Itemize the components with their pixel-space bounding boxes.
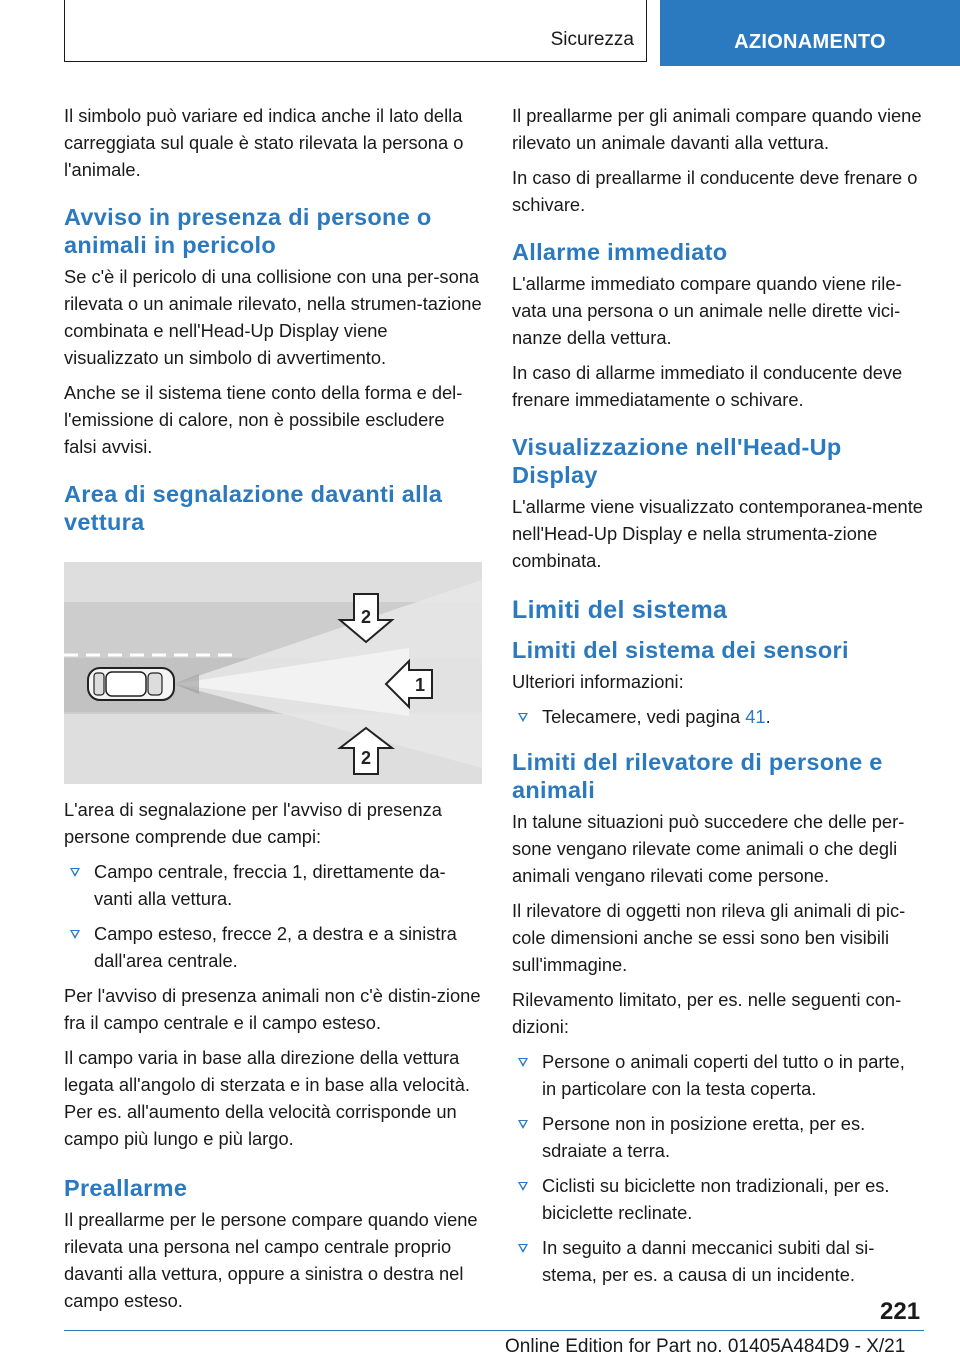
list-item-text: Persone o animali coperti del tutto o in parte, in particolare con la testa coperta. [542, 1051, 905, 1099]
list-item [512, 703, 924, 730]
rilevatore-paragraph-1: In talune situazioni può succedere che delle per-sone vengano rilevate come animali o che degli animali vengano rilevati come persone. [512, 811, 905, 886]
heading-limiti: Limiti del sistema [512, 596, 728, 624]
header-section-label: Sicurezza [550, 29, 634, 50]
bullet-triangle-icon [518, 1182, 528, 1191]
ulteriori-paragraph: Ulteriori informazioni: [512, 671, 684, 692]
arrow-1-label: 1 [414, 675, 426, 695]
bullet-triangle-icon [518, 1058, 528, 1067]
list-item [64, 920, 482, 974]
rilevamento-paragraph: Rilevamento limitato, per es. nelle seguenti con-dizioni: [512, 989, 902, 1037]
list-item [512, 1172, 924, 1226]
area-paragraph: L'area di segnalazione per l'avviso di presenza persone comprende due campi: [64, 799, 442, 847]
heading-sensori: Limiti del sistema dei sensori [512, 637, 849, 663]
header-section-frame [64, 0, 647, 62]
list-item [64, 858, 482, 912]
arrow-2-top-label: 2 [360, 607, 372, 627]
list-item-text: Persone non in posizione eretta, per es. sdraiate a terra. [542, 1113, 866, 1161]
header-chapter-label: AZIONAMENTO [734, 31, 886, 53]
intro-paragraph: Il simbolo può variare ed indica anche il lato della carreggiata sul quale è stato rilevata la persona o l'animale. [64, 105, 464, 180]
list-item-text: Campo esteso, frecce 2, a destra e a sinistra dall'area centrale. [94, 923, 457, 971]
avviso-paragraph-1: Se c'è il pericolo di una collisione con una per-sona rilevata o un animale rilevato, nella strumen-tazione combinata e nell'Head-Up Display viene visualizzato un simbolo di avvertimento. [64, 266, 482, 368]
bullet-triangle-icon [70, 868, 80, 877]
footer-edition: Online Edition for Part no. 01405A484D9 - X/21 [505, 1336, 906, 1357]
heading-hud: Visualizzazione nell'Head-Up Display [512, 434, 842, 488]
header-chapter-tab [660, 0, 960, 66]
rilevatore-paragraph-2: Il rilevatore di oggetti non rileva gli animali di pic-cole dimensioni anche se essi sono ben visibili sull'immagine. [512, 900, 906, 975]
heading-area: Area di segnalazione davanti alla vettura [64, 481, 443, 535]
warning-area-figure [64, 562, 482, 784]
list-item [512, 1234, 924, 1288]
car-icon [88, 668, 174, 700]
heading-rilevatore: Limiti del rilevatore di persone e animali [512, 749, 883, 803]
list-item-text: Ciclisti su biciclette non tradizionali, per es. biciclette reclinate. [542, 1175, 890, 1223]
list-item-text: Telecamere, vedi pagina [542, 706, 746, 727]
immediato-paragraph-2: In caso di allarme immediato il conducente deve frenare immediatamente o schivare. [512, 362, 903, 410]
right-column [512, 102, 924, 1296]
bullet-triangle-icon [70, 930, 80, 939]
arrow-2-bottom-label: 2 [360, 748, 372, 768]
campo-paragraph: Il campo varia in base alla direzione della vettura legata all'angolo di sterzata e in base alla velocità. Per es. all'aumento della velocità corrisponde un campo più lungo e più largo. [64, 1047, 470, 1149]
list-item-text: Campo centrale, freccia 1, direttamente da-vanti alla vettura. [94, 861, 446, 909]
hud-paragraph: L'allarme viene visualizzato contemporanea-mente nell'Head-Up Display e nella strumenta-zione combinata. [512, 496, 923, 571]
heading-avviso: Avviso in presenza di persone o animali in pericolo [64, 204, 432, 258]
avviso-paragraph-2: Anche se il sistema tiene conto della forma e del-l'emissione di calore, non è possibile escludere falsi avvisi. [64, 382, 463, 457]
frenare-paragraph: In caso di preallarme il conducente deve frenare o schivare. [512, 167, 918, 215]
list-item [512, 1110, 924, 1164]
list-item-text: In seguito a danni meccanici subiti dal si-stema, per es. a causa di un incidente. [542, 1237, 875, 1285]
heading-preallarme: Preallarme [64, 1175, 188, 1201]
animali-paragraph: Per l'avviso di presenza animali non c'è distin-zione fra il campo centrale e il campo esteso. [64, 985, 481, 1033]
heading-immediato: Allarme immediato [512, 239, 728, 265]
page-number: 221 [880, 1298, 921, 1325]
bullet-triangle-icon [518, 713, 528, 722]
bullet-triangle-icon [518, 1120, 528, 1129]
footer-divider [64, 1330, 924, 1331]
preallarme-animali-paragraph: Il preallarme per gli animali compare quando viene rilevato un animale davanti alla vettura. [512, 105, 922, 153]
preallarme-paragraph: Il preallarme per le persone compare quando viene rilevata una persona nel campo centrale proprio davanti alla vettura, oppure a sinistra o destra nel campo esteso. [64, 1209, 478, 1311]
bullet-triangle-icon [518, 1244, 528, 1253]
immediato-paragraph-1: L'allarme immediato compare quando viene rile-vata una persona o un animale nelle dirette vici-nanze della vettura. [512, 273, 902, 348]
left-column [64, 102, 482, 1322]
list-item-end: . [765, 706, 771, 727]
list-item [512, 1048, 924, 1102]
page-link[interactable]: 41 [745, 706, 766, 727]
